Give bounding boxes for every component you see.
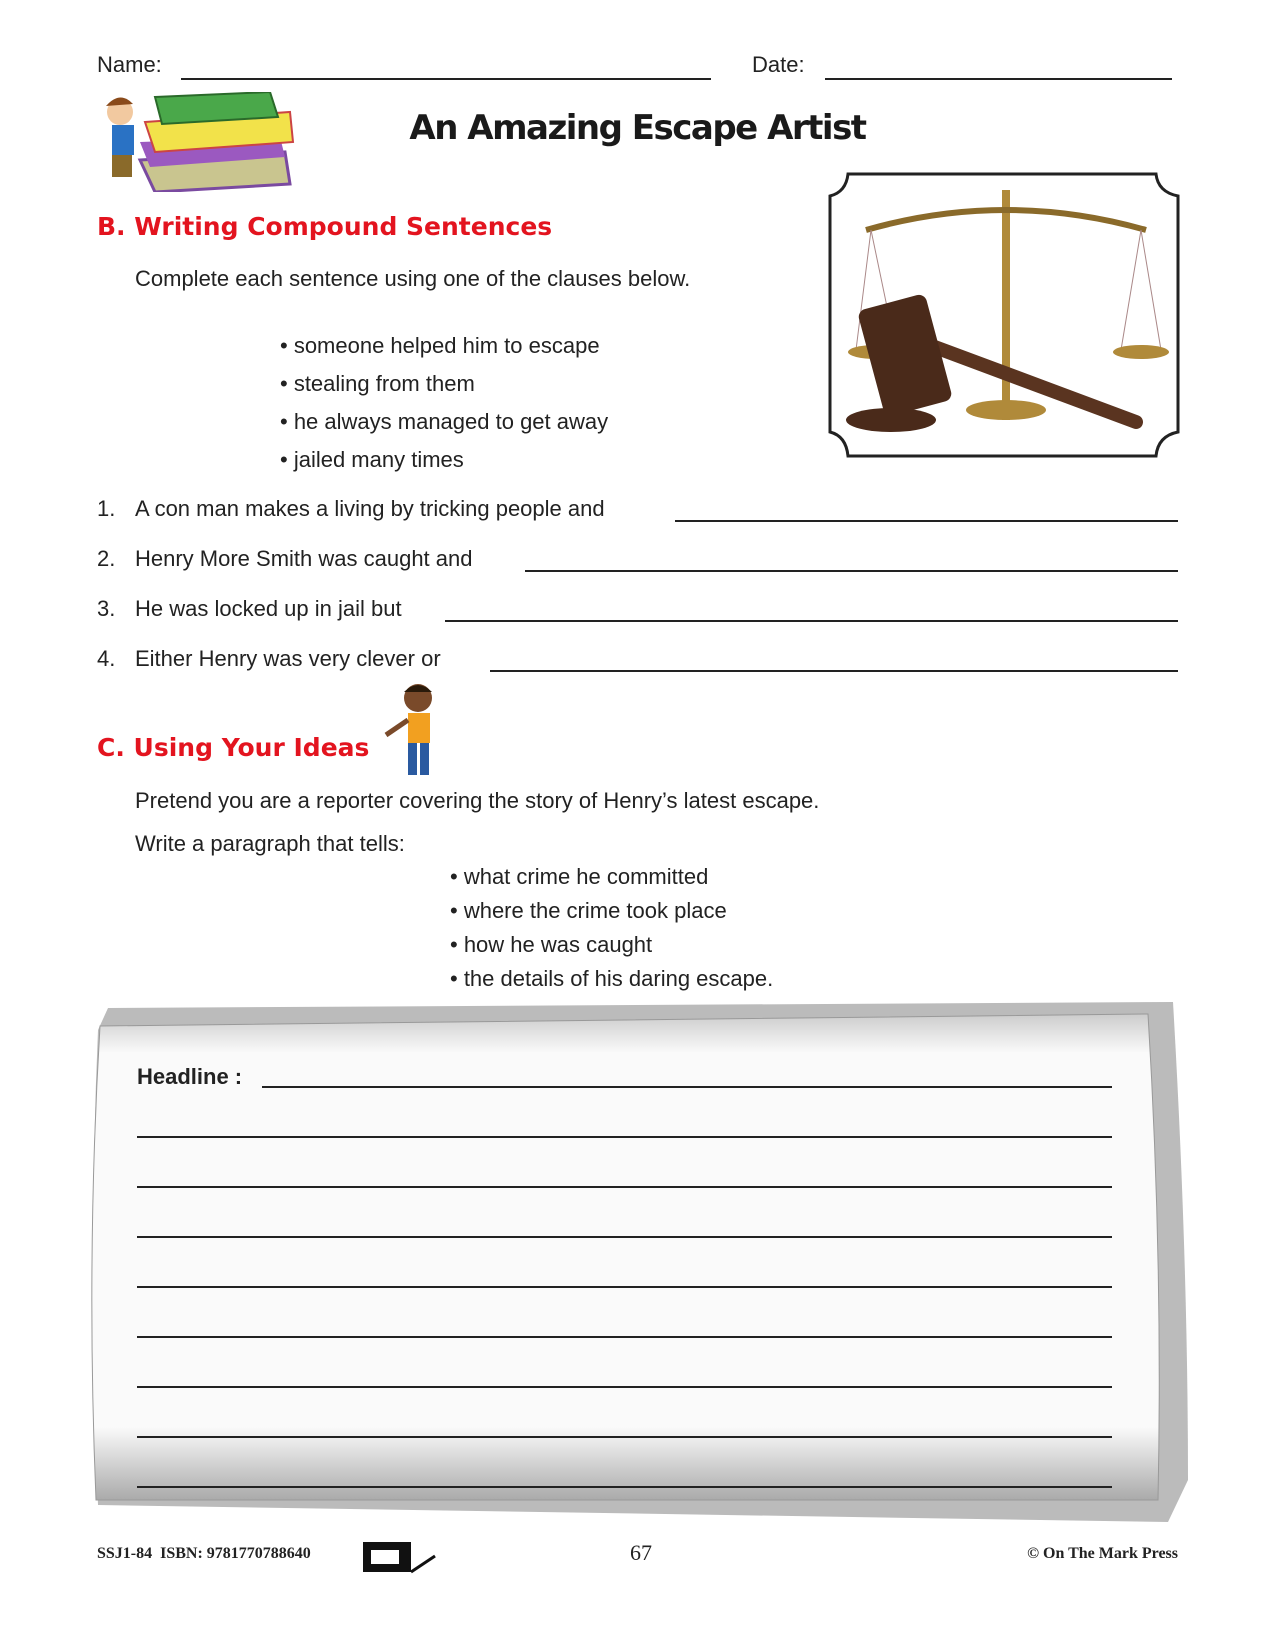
copier-icon <box>363 1538 438 1574</box>
section-c-line2: Write a paragraph that tells: <box>135 831 405 856</box>
name-label: Name: <box>97 52 162 77</box>
section-b-heading: B. Writing Compound Sentences <box>97 212 553 241</box>
clause-item: • someone helped him to escape <box>280 333 600 358</box>
writing-line[interactable] <box>137 1486 1112 1488</box>
prompt-item: • where the crime took place <box>450 898 727 923</box>
headline-field[interactable] <box>262 1086 1112 1088</box>
clause-item: • he always managed to get away <box>280 409 609 434</box>
answer-line-2[interactable] <box>525 570 1178 572</box>
writing-line[interactable] <box>137 1186 1112 1188</box>
page-title: An Amazing Escape Artist <box>409 108 866 148</box>
prompt-item: • what crime he committed <box>450 864 709 889</box>
paragraph-prompts <box>450 864 773 1000</box>
scales-gavel-image <box>826 170 1188 466</box>
question-1 <box>97 496 1178 522</box>
clause-item: • jailed many times <box>280 447 464 472</box>
question-2 <box>97 546 1178 572</box>
headline-label: Headline : <box>137 1064 243 1089</box>
prompt-item: • how he was caught <box>450 932 653 957</box>
question-number: 1. <box>97 496 116 521</box>
answer-line-3[interactable] <box>445 620 1178 622</box>
question-4 <box>97 646 1178 672</box>
writing-line[interactable] <box>137 1286 1112 1288</box>
question-text: A con man makes a living by tricking people and <box>135 496 605 521</box>
question-number: 2. <box>97 546 116 571</box>
date-label: Date: <box>752 52 805 77</box>
prompt-item: • the details of his daring escape. <box>450 966 774 991</box>
question-text: He was locked up in jail but <box>135 596 402 621</box>
question-number: 3. <box>97 596 116 621</box>
boy-illustration <box>380 680 445 782</box>
page-number: 67 <box>630 1540 652 1565</box>
answer-line-1[interactable] <box>675 520 1178 522</box>
answer-line-4[interactable] <box>490 670 1178 672</box>
section-c-heading: C. Using Your Ideas <box>97 733 370 762</box>
question-text: Henry More Smith was caught and <box>135 546 473 571</box>
clause-list <box>280 333 608 485</box>
writing-line[interactable] <box>137 1336 1112 1338</box>
question-3 <box>97 596 1178 622</box>
name-field[interactable] <box>181 78 711 80</box>
newspaper-background <box>88 1000 1193 1525</box>
writing-line[interactable] <box>137 1136 1112 1138</box>
footer-isbn: SSJ1-84 ISBN: 9781770788640 <box>97 1545 311 1562</box>
date-field[interactable] <box>825 78 1172 80</box>
question-number: 4. <box>97 646 116 671</box>
section-b-instruction: Complete each sentence using one of the clauses below. <box>135 266 691 291</box>
writing-line[interactable] <box>137 1236 1112 1238</box>
writing-line[interactable] <box>137 1436 1112 1438</box>
footer-copyright: © On The Mark Press <box>1027 1545 1178 1562</box>
question-text: Either Henry was very clever or <box>135 646 441 671</box>
clause-item: • stealing from them <box>280 371 475 396</box>
writing-line[interactable] <box>137 1386 1112 1388</box>
section-c-line1: Pretend you are a reporter covering the story of Henry’s latest escape. <box>135 788 820 813</box>
